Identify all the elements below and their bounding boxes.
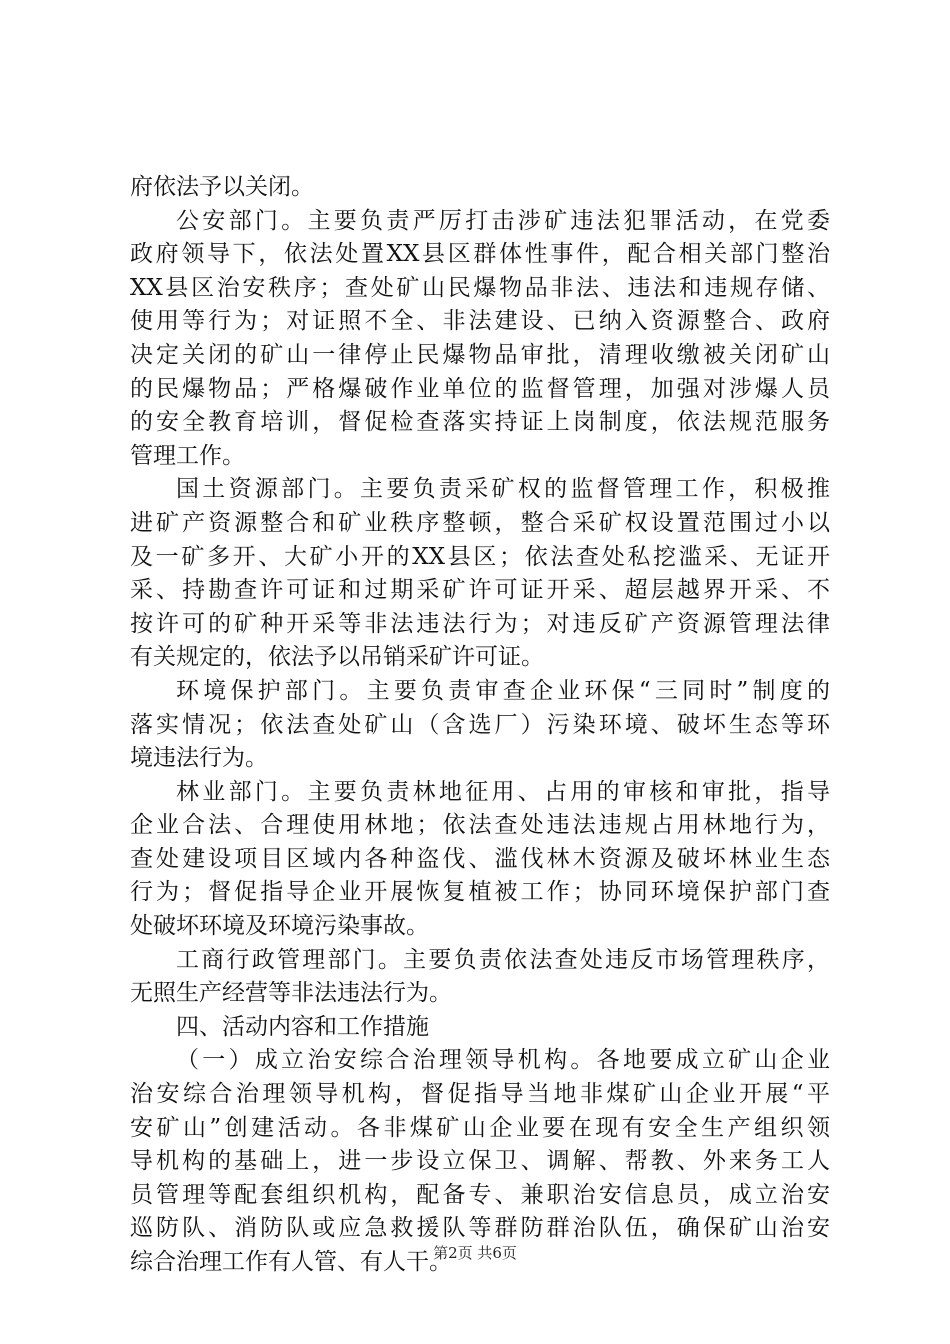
text-line: 进矿产资源整合和矿业秩序整顿，整合采矿权设置范围过小以 [130, 509, 830, 536]
document-body [130, 171, 830, 1280]
text-line: 四、活动内容和工作措施 [176, 1013, 429, 1040]
text-line: 巡防队、消防队或应急救援队等群防群治队伍，确保矿山治安 [130, 1215, 830, 1242]
text-line: 林业部门。主要负责林地征用、占用的审核和审批，指导 [176, 778, 830, 805]
text-line: 综合治理工作有人管、有人干。 [130, 1249, 452, 1275]
text-line: 按许可的矿种开采等非法违法行为；对违反矿产资源管理法律 [130, 610, 830, 637]
text-line: 无照生产经营等非法违法行为。 [130, 980, 452, 1007]
text-line: 企业合法、合理使用林地；依法查处违法违规占用林地行为， [130, 812, 830, 839]
text-line: 员管理等配套组织机构，配备专、兼职治安信息员，成立治安 [130, 1181, 830, 1208]
text-line: 工商行政管理部门。主要负责依法查处违反市场管理秩序， [176, 946, 830, 973]
page-footer: 第2页 共6页 [433, 1244, 517, 1262]
text-line: 的安全教育培训，督促检查落实持证上岗制度，依法规范服务 [130, 409, 830, 436]
text-line: 安矿山”创建活动。各非煤矿山企业要在现有安全生产组织领 [130, 1114, 830, 1141]
text-line: 政府领导下，依法处置XX县区群体性事件，配合相关部门整治 [130, 241, 830, 268]
text-line: 及一矿多开、大矿小开的XX县区；依法查处私挖滥采、无证开 [130, 543, 830, 570]
text-line: 治安综合治理领导机构，督促指导当地非煤矿山企业开展“平 [130, 1081, 830, 1108]
text-line: 境违法行为。 [130, 745, 268, 772]
text-line: 决定关闭的矿山一律停止民爆物品审批，清理收缴被关闭矿山 [130, 341, 830, 368]
text-line: 府依法予以关闭。 [130, 174, 314, 200]
text-line: 管理工作。 [130, 442, 245, 469]
text-line: 采、持勘查许可证和过期采矿许可证开采、超层越界开采、不 [130, 577, 830, 604]
text-line: （一）成立治安综合治理领导机构。各地要成立矿山企业 [176, 1047, 830, 1074]
text-line: 导机构的基础上，进一步设立保卫、调解、帮教、外来务工人 [130, 1148, 830, 1175]
text-line: 的民爆物品；严格爆破作业单位的监督管理，加强对涉爆人员 [130, 375, 830, 402]
text-line: 国土资源部门。主要负责采矿权的监督管理工作，积极推 [176, 476, 830, 503]
text-line: 处破坏环境及环境污染事故。 [130, 913, 429, 940]
text-line: 查处建设项目区域内各种盗伐、滥伐林木资源及破坏林业生态 [130, 845, 830, 872]
text-line: 有关规定的，依法予以吊销采矿许可证。 [130, 644, 544, 671]
text-line: 环境保护部门。主要负责审查企业环保“三同时”制度的 [176, 677, 830, 704]
text-line: 使用等行为；对证照不全、非法建设、已纳入资源整合、政府 [130, 308, 830, 335]
text-line: XX县区治安秩序；查处矿山民爆物品非法、违法和违规存储、 [130, 274, 830, 301]
text-line: 落实情况；依法查处矿山（含选厂）污染环境、破坏生态等环 [130, 711, 830, 738]
text-line: 行为；督促指导企业开展恢复植被工作；协同环境保护部门查 [130, 879, 830, 906]
text-line: 公安部门。主要负责严厉打击涉矿违法犯罪活动，在党委 [176, 207, 830, 234]
